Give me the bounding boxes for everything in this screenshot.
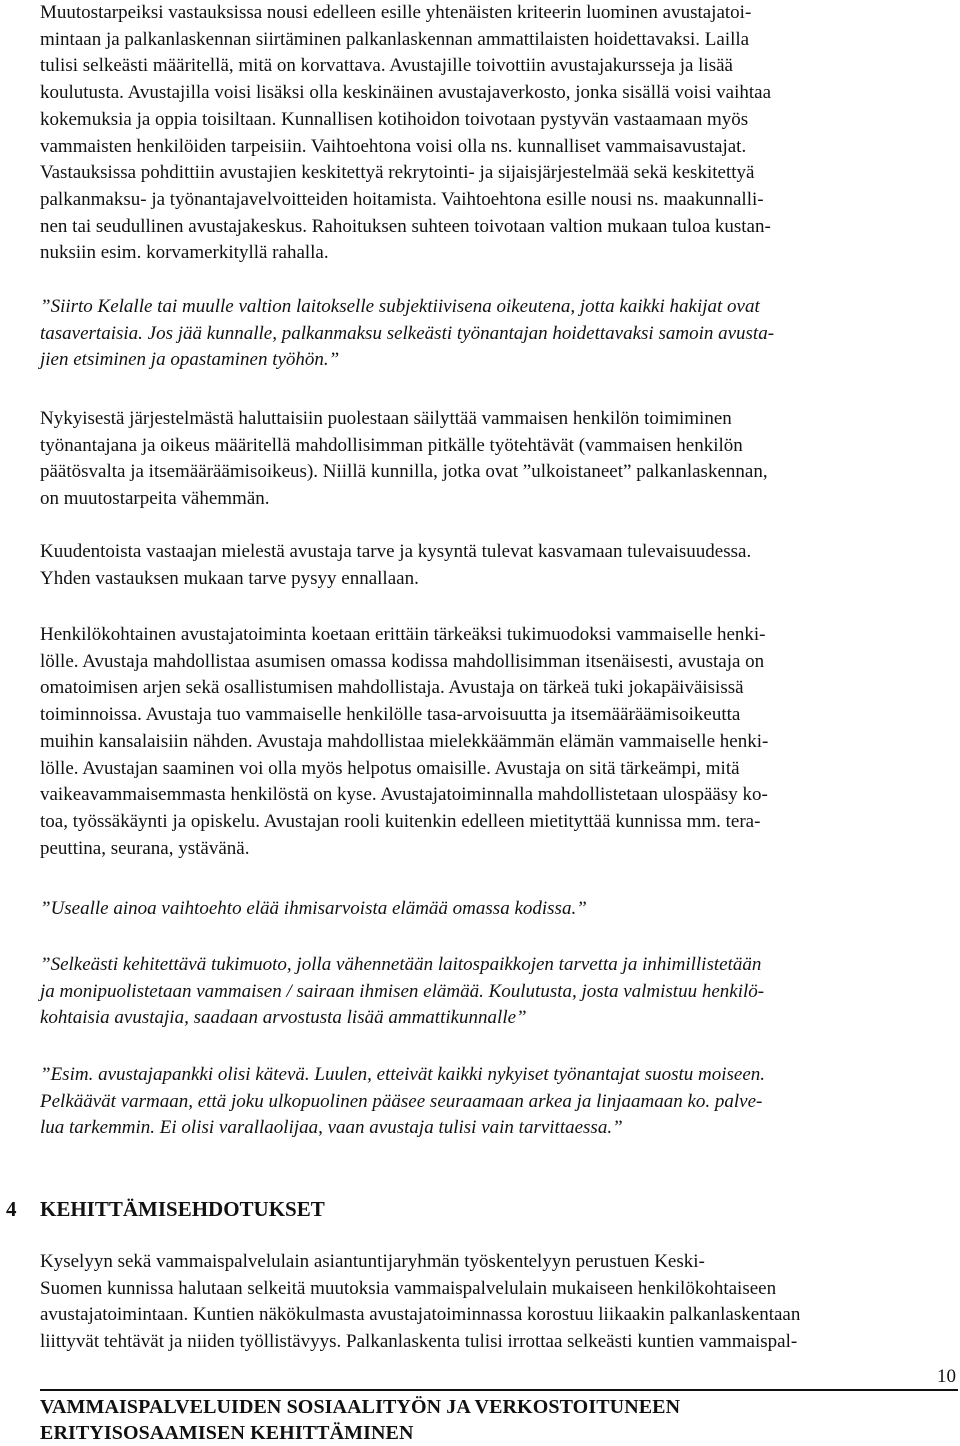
text-line: vammaisten henkilöiden tarpeisiin. Vaihtoehtona voisi olla ns. kunnalliset vammaisavustajat. [40,135,747,157]
paragraph-avustajatoiminta [40,622,957,862]
text-line: ”Selkeästi kehitettävä tukimuoto, jolla vähennetään laitospaikkojen tarvetta ja inhimillistetään [40,954,762,975]
text-line: mintaan ja palkanlaskennan siirtäminen palkanlaskennan ammattilaisten hoidettavaksi. Lailla [40,28,750,50]
text-line: ”Siirto Kelalle tai muulle valtion laitokselle subjektiivisena oikeutena, jotta kaikki hakijat ovat [40,296,760,317]
text-line: nen tai seudullinen avustajakeskus. Rahoituksen suhteen toivotaan valtion mukaan tuloa kustan- [40,215,771,237]
text-line: ”Usealle ainoa vaihtoehto elää ihmisarvoista elämää omassa kodissa.” [40,898,587,919]
text-line: työnantajana ja oikeus määritellä mahdollisimman pitkälle työtehtävät (vammaisen henkilön [40,434,743,456]
section-heading [6,1196,325,1222]
text-line: tasavertaisia. Jos jää kunnalle, palkanmaksu selkeästi työnantajan hoidettavaksi samoin avusta- [40,322,775,344]
quote-usealle-ainoa [40,896,957,923]
text-line: tulisi selkeästi määritellä, mitä on korvattava. Avustajille toivottiin avustajakursseja ja lisää [40,55,733,77]
paragraph-avustajatarve [40,539,957,592]
quote-siirto-kelalle [40,294,957,374]
text-line: Pelkäävät varmaan, että joku ulkopuolinen pääsee seuraamaan arkea ja linjaamaan ko. palve- [40,1090,763,1112]
quote-avustajapankki [40,1062,957,1142]
text-line: päätösvalta ja itsemääräämisoikeus). Niillä kunnilla, jotka ovat ”ulkoistaneet” palkanlaskennan, [40,461,768,483]
text-line: Kuudentoista vastaajan mielestä avustaja tarve ja kysyntä tulevat kasvamaan tulevaisuudessa. [40,541,752,562]
text-line: peuttina, seurana, ystävänä. [40,837,250,859]
text-line: nuksiin esim. korvamerkityllä rahalla. [40,242,329,264]
text-line: ”Esim. avustajapankki olisi kätevä. Luulen, etteivät kaikki nykyiset työnantajat suostu moiseen. [40,1064,766,1085]
text-line: lölle. Avustaja mahdollistaa asumisen omassa kodissa mahdollisimman itsenäisesti, avustaja on [40,650,765,672]
text-line: palkanmaksu- ja työnantajavelvoitteiden hoitamista. Vaihtoehtona esille nousi ns. maakunnalli- [40,188,764,210]
paragraph-kehittamisehdotukset [40,1249,957,1356]
text-line: jien etsiminen ja opastaminen työhön.” [40,349,340,371]
text-line: liittyvät tehtävät ja niiden työllistävyys. Palkanlaskenta tulisi irrottaa selkeästi kuntien vammaispal- [40,1331,798,1353]
text-line: koulutusta. Avustajilla voisi lisäksi olla keskinäinen avustajaverkosto, jonka sisällä voisi vaihtaa [40,82,772,104]
paragraph-nykyinen-jarjestelma [40,406,957,513]
text-line: Muutostarpeiksi vastauksissa nousi edelleen esille yhtenäisten kriteerin luominen avustajatoi- [40,2,752,23]
page-number: 10 [937,1366,956,1387]
text-line: Yhden vastauksen mukaan tarve pysyy ennallaan. [40,567,419,589]
text-line: lölle. Avustajan saaminen voi olla myös helpotus omaisille. Avustaja on sitä tärkeämpi, mitä [40,757,740,779]
footer-title-line2: ERITYISOSAAMISEN KEHITTÄMINEN [40,1422,414,1444]
text-line: Nykyisestä järjestelmästä haluttaisiin puolestaan säilyttää vammaisen henkilön toimiminen [40,408,732,429]
text-line: Vastauksissa pohdittiin avustajien keskitettyä rekrytointi- ja sijaisjärjestelmää sekä keskitettyä [40,162,755,184]
text-line: kokemuksia ja oppia toisiltaan. Kunnallisen kotihoidon toivotaan pystyvän vastaamaan myös [40,108,749,130]
text-line: vaikeavammaisemmasta henkilöstä on kyse. Avustajatoiminnalla mahdollistetaan ulospääsy ko- [40,784,768,806]
section-title: KEHITTÄMISEHDOTUKSET [40,1197,325,1221]
text-line: avustajatoimintaan. Kuntien näkökulmasta avustajatoiminnassa korostuu liikaakin palkanlaskentaan [40,1304,801,1326]
text-line: kohtaisia avustajia, saadaan arvostusta lisää ammattikunnalle” [40,1007,527,1029]
text-line: toa, työssäkäynti ja opiskelu. Avustajan rooli kuitenkin edelleen mietityttää kunnissa mm. tera- [40,810,761,832]
text-line: lua tarkemmin. Ei olisi varallaolijaa, vaan avustaja tulisi vain tarvittaessa.” [40,1117,623,1139]
page-footer [40,1394,680,1446]
section-number: 4 [6,1197,17,1221]
text-line: toiminnoissa. Avustaja tuo vammaiselle henkilölle tasa-arvoisuutta ja itsemääräämisoikeutta [40,704,741,726]
text-line: Kyselyyn sekä vammaispalvelulain asiantuntijaryhmän työskentelyyn perustuen Keski- [40,1251,705,1272]
text-line: Henkilökohtainen avustajatoiminta koetaan erittäin tärkeäksi tukimuodoksi vammaiselle henki- [40,624,766,645]
paragraph-muutostarpeet [40,0,957,267]
text-line: ja monipuolistetaan vammaisen / sairaan ihmisen elämää. Koulutusta, josta valmistuu henkilö- [40,980,765,1002]
text-line: on muutostarpeita vähemmän. [40,488,270,510]
footer-title-line1: VAMMAISPALVELUIDEN SOSIAALITYÖN JA VERKOSTOITUNEEN [40,1396,681,1418]
text-line: muihin kansalaisiin nähden. Avustaja mahdollistaa mielekkäämmän elämän vammaiselle henki- [40,730,769,752]
text-line: omatoimisen arjen sekä osallistumisen mahdollistaja. Avustaja on tärkeä tuki jokapäiväisissä [40,677,744,699]
quote-selkeasti-kehitettava [40,952,957,1032]
footer-divider [40,1389,958,1391]
text-line: Suomen kunnissa halutaan selkeitä muutoksia vammaispalvelulain mukaiseen henkilökohtaiseen [40,1277,777,1299]
